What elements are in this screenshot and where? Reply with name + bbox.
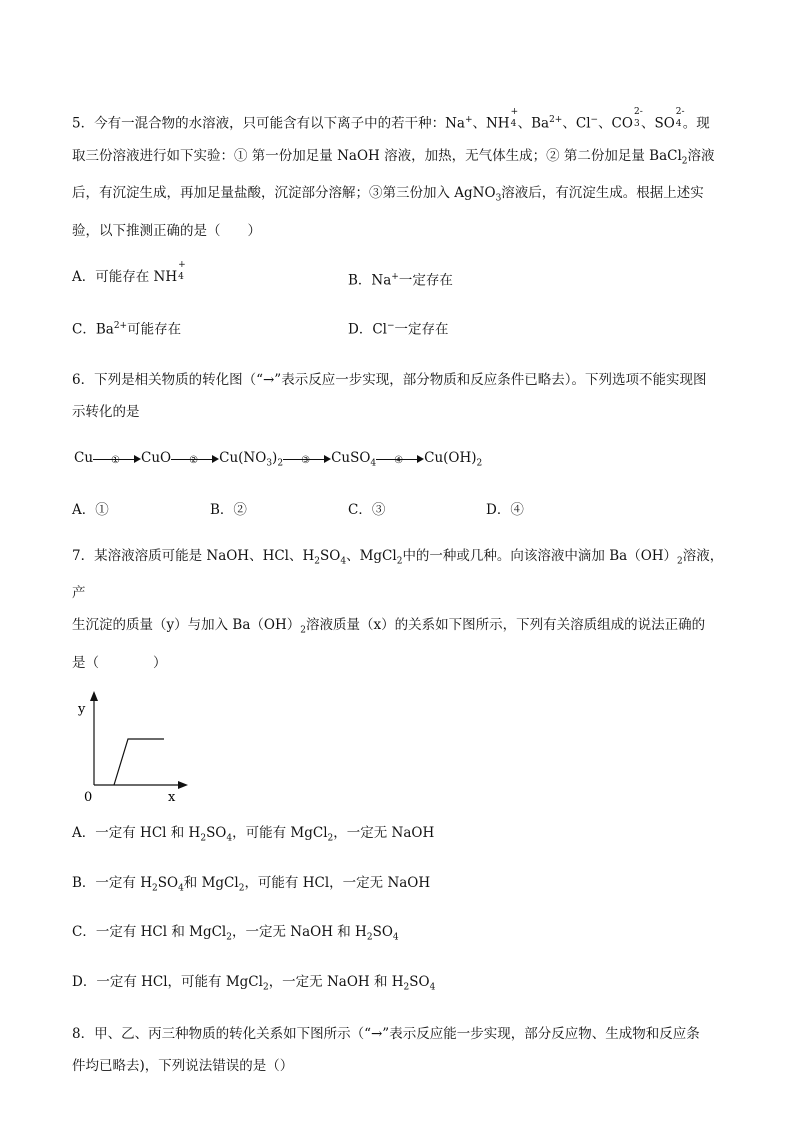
question-8-line-1: 8．甲、乙、丙三种物质的转化关系如下图所示（“→”表示反应能一步实现，部分反应物、生成物和反应条 <box>72 1025 700 1042</box>
option-b[interactable]: B．② <box>210 501 247 518</box>
question-6 <box>72 364 732 526</box>
graph-svg <box>72 687 212 805</box>
x-axis-label: x <box>168 789 176 805</box>
question-8-line-2: 件均已略去)，下列说法错误的是（） <box>72 1057 294 1074</box>
arrow-step-2: ② <box>171 451 219 465</box>
question-5-options-row-1 <box>72 261 732 297</box>
y-axis-label: y <box>78 701 86 717</box>
curve-line <box>114 739 164 785</box>
option-d[interactable]: D．一定有 HCl，可能有 MgCl$_2$，一定无 NaOH 和 $H_2SO_4$ <box>72 974 436 993</box>
ion-charge: 2- 3 <box>633 106 643 129</box>
question-5-options-row-2 <box>72 310 732 346</box>
ion-charge: 2- 4 <box>675 106 685 129</box>
question-8 <box>72 1018 732 1082</box>
arrow-step-3: ③ <box>283 451 331 465</box>
option-a[interactable]: A．可能存在 NH + 4 <box>72 259 186 285</box>
arrow-step-1: ① <box>93 451 141 465</box>
option-b[interactable]: B．Na+一定存在 <box>348 271 453 289</box>
question-5-line-1: 5．今有一混合物的水溶液，只可能含有以下离子中的若干种：Na+、NH + 4 、$Ba^{2+}$、Cl−、CO 2- 3 、SO 2- 4 。现 <box>72 106 710 132</box>
option-a[interactable]: A．一定有 HCl 和 $H_2SO_4$，可能有 MgCl$_2$，一定无 NaOH <box>72 824 435 844</box>
option-d[interactable]: D．Cl−一定存在 <box>348 321 449 338</box>
y-axis-arrow-icon <box>90 691 98 701</box>
option-a[interactable]: A．① <box>72 501 109 518</box>
question-6-line-1: 6．下列是相关物质的转化图（“→”表示反应一步实现，部分物质和反应条件已略去）。下列选项不能实现图 <box>72 371 707 388</box>
question-7-line-3: 是（ ） <box>72 654 167 671</box>
question-5-line-2: 取三份溶液进行如下实验：① 第一份加足量 NaOH 溶液，加热，无气体生成；② 第二份加足量 BaCl$_2$溶液 <box>72 147 715 167</box>
question-7 <box>72 540 732 1004</box>
question-7-line-1: 7．某溶液溶质可能是 NaOH、HCl、$H_2SO_4$、MgCl$_2$中的一种或几种。向该溶液中滴加 $Ba(OH)_2$溶液，产 <box>72 547 724 602</box>
option-c[interactable]: C．③ <box>348 501 386 518</box>
question-6-line-2: 示转化的是 <box>72 403 140 420</box>
ion-charge: + 4 <box>510 106 519 129</box>
origin-label: 0 <box>84 789 93 805</box>
question-5-line-3: 后，有沉淀生成，再加足量盐酸，沉淀部分溶解；③第三份加入 AgNO$_3$溶液后，有沉淀生成。根据上述实 <box>72 185 704 204</box>
arrow-step-4: ④ <box>376 451 424 465</box>
question-5 <box>72 104 732 346</box>
option-d[interactable]: D．④ <box>486 501 524 518</box>
x-axis-arrow-icon <box>178 781 188 789</box>
question-7-line-2: 生沉淀的质量（y）与加入 $Ba(OH)_2$溶液质量（x）的关系如下图所示，下列有关溶质组成的说法正确的 <box>72 617 706 636</box>
exam-page <box>72 104 732 1082</box>
conversion-chain: Cu ① CuO ② $Cu(NO_3)_2$ ③ CuSO$_4$ ④ $Cu(OH)_2$ <box>74 449 483 469</box>
option-c[interactable]: C．一定有 HCl 和 MgCl$_2$，一定无 NaOH 和 $H_2SO_4$ <box>72 924 399 943</box>
question-6-options <box>72 494 732 526</box>
question-5-line-4: 验，以下推测正确的是（ ） <box>72 222 261 239</box>
precipitate-graph <box>72 687 212 805</box>
option-c[interactable]: C．$Ba^{2+}$可能存在 <box>72 321 182 338</box>
option-b[interactable]: B．一定有 $H_2SO_4$和 MgCl$_2$，可能有 HCl，一定无 NaOH <box>72 874 431 894</box>
